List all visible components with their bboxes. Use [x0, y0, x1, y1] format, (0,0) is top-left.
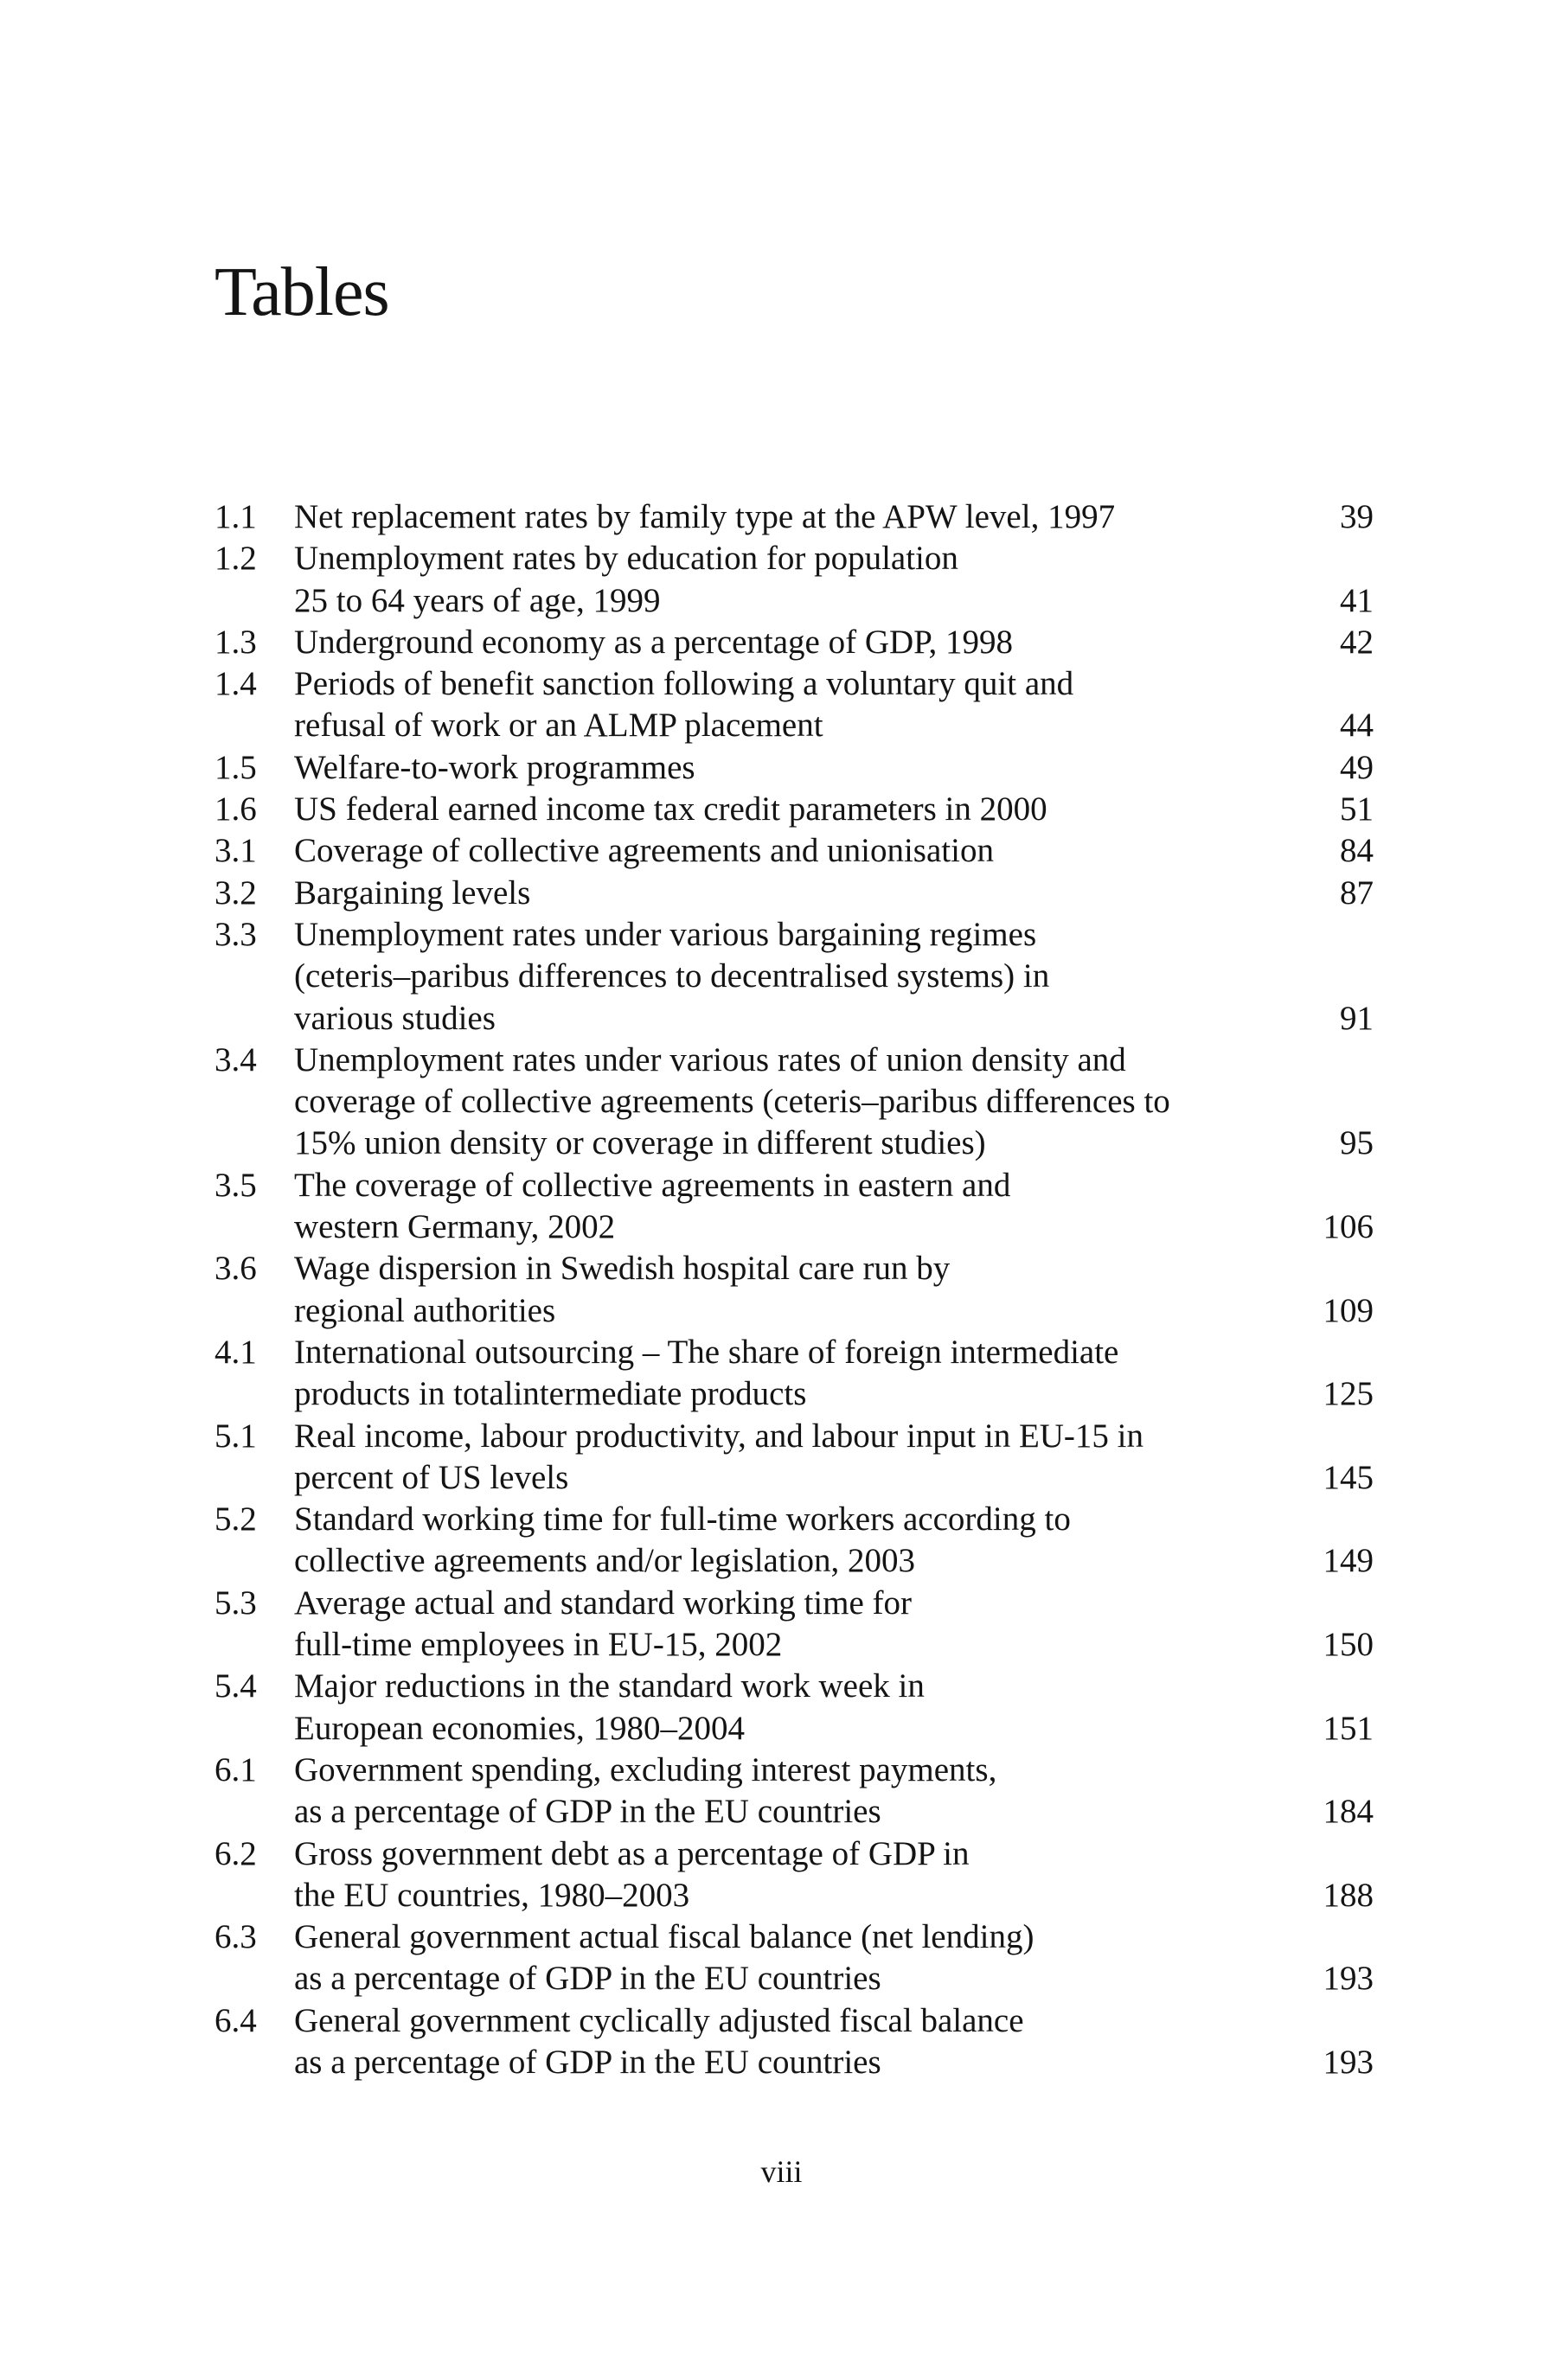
- table-caption-line: as a percentage of GDP in the EU countries: [294, 2043, 881, 2081]
- table-number: 3.6: [215, 1250, 257, 1288]
- table-caption-line: 15% union density or coverage in different studies): [294, 1124, 986, 1162]
- table-number: 6.4: [215, 2001, 257, 2039]
- page-title: Tables: [215, 254, 389, 330]
- table-entry[interactable]: [215, 1248, 1374, 1332]
- table-entry[interactable]: [215, 873, 1374, 914]
- table-caption-line: Unemployment rates under various bargaining regimes: [294, 915, 1037, 953]
- table-caption-line: 25 to 64 years of age, 1999: [294, 581, 661, 619]
- table-caption-line: General government actual fiscal balance (net lending): [294, 1918, 1035, 1956]
- page-number: 188: [1323, 1876, 1374, 1914]
- table-number: 1.1: [215, 498, 257, 535]
- page-number: 151: [1323, 1709, 1374, 1747]
- table-number: 5.3: [215, 1583, 257, 1622]
- table-number: 5.1: [215, 1417, 257, 1455]
- table-caption-line: Wage dispersion in Swedish hospital care run by: [294, 1250, 951, 1288]
- table-number: 1.6: [215, 790, 257, 829]
- table-number: 3.2: [215, 873, 257, 912]
- table-entry[interactable]: [215, 538, 1374, 622]
- table-caption-line: various studies: [294, 999, 496, 1037]
- table-caption-line: collective agreements and/or legislation, 2003: [294, 1542, 916, 1580]
- page-number: 184: [1323, 1793, 1374, 1831]
- table-entry[interactable]: [215, 914, 1374, 1040]
- table-entry[interactable]: [215, 1666, 1374, 1750]
- table-caption-line: refusal of work or an ALMP placement: [294, 707, 823, 745]
- page-number: 91: [1340, 999, 1374, 1037]
- page-number: 39: [1340, 498, 1374, 535]
- table-entry[interactable]: [215, 747, 1374, 789]
- table-caption-line: Periods of benefit sanction following a voluntary quit and: [294, 665, 1074, 703]
- page-number: 150: [1323, 1626, 1374, 1664]
- table-caption-line: Government spending, excluding interest payments,: [294, 1750, 997, 1788]
- page-number: 193: [1323, 2043, 1374, 2081]
- page-number: 106: [1323, 1208, 1374, 1246]
- table-number: 6.1: [215, 1750, 257, 1788]
- table-caption-line: the EU countries, 1980–2003: [294, 1876, 690, 1914]
- table-caption-line: (ceteris–paribus differences to decentralised systems) in: [294, 957, 1050, 995]
- page-number: 49: [1340, 748, 1374, 786]
- table-caption-line: International outsourcing – The share of foreign intermediate: [294, 1333, 1119, 1371]
- table-caption-line: Unemployment rates by education for population: [294, 540, 958, 578]
- table-caption-line: Net replacement rates by family type at the APW level, 1997: [294, 498, 1116, 535]
- table-caption-line: Coverage of collective agreements and unionisation: [294, 832, 994, 870]
- table-entry[interactable]: [215, 1165, 1374, 1249]
- table-entry[interactable]: [215, 1916, 1374, 2000]
- table-number: 1.5: [215, 748, 257, 786]
- table-caption-line: European economies, 1980–2004: [294, 1709, 745, 1747]
- table-number: 3.4: [215, 1040, 257, 1078]
- page-number: 44: [1340, 707, 1374, 745]
- page-number: 87: [1340, 873, 1374, 912]
- page-number: 149: [1323, 1542, 1374, 1580]
- page-number: 51: [1340, 790, 1374, 829]
- table-caption-line: coverage of collective agreements (ceteris–paribus differences to: [294, 1083, 1170, 1121]
- page-number: 95: [1340, 1124, 1374, 1162]
- page-number: 193: [1323, 1960, 1374, 1998]
- table-caption-line: Unemployment rates under various rates of union density and: [294, 1040, 1126, 1078]
- page-number: 41: [1340, 581, 1374, 619]
- page-number: 125: [1323, 1375, 1374, 1413]
- table-entry[interactable]: [215, 496, 1374, 538]
- table-list: [215, 496, 1374, 2083]
- table-number: 1.3: [215, 623, 257, 661]
- table-number: 5.4: [215, 1667, 257, 1705]
- table-entry[interactable]: [215, 1583, 1374, 1667]
- table-number: 1.2: [215, 540, 257, 578]
- table-entry[interactable]: [215, 1332, 1374, 1416]
- table-number: 6.3: [215, 1918, 257, 1956]
- table-entry[interactable]: [215, 1416, 1374, 1500]
- table-entry[interactable]: [215, 663, 1374, 747]
- table-caption-line: Bargaining levels: [294, 873, 531, 912]
- table-caption-line: as a percentage of GDP in the EU countries: [294, 1793, 881, 1831]
- page-folio: viii: [760, 2154, 803, 2189]
- page-number: 84: [1340, 832, 1374, 870]
- table-entry[interactable]: [215, 830, 1374, 872]
- table-caption-line: western Germany, 2002: [294, 1208, 616, 1246]
- table-caption-line: products in totalintermediate products: [294, 1375, 807, 1413]
- page-number: 42: [1340, 623, 1374, 661]
- table-caption-line: as a percentage of GDP in the EU countries: [294, 1960, 881, 1998]
- table-caption-line: Welfare-to-work programmes: [294, 748, 695, 786]
- table-caption-line: Underground economy as a percentage of GDP, 1998: [294, 623, 1014, 661]
- table-caption-line: Gross government debt as a percentage of GDP in: [294, 1834, 970, 1872]
- table-caption-line: full-time employees in EU-15, 2002: [294, 1626, 783, 1664]
- table-number: 3.5: [215, 1166, 257, 1204]
- table-number: 1.4: [215, 665, 257, 703]
- table-number: 3.1: [215, 832, 257, 870]
- table-entry[interactable]: [215, 2000, 1374, 2084]
- table-caption-line: Real income, labour productivity, and labour input in EU-15 in: [294, 1417, 1144, 1455]
- table-number: 6.2: [215, 1834, 257, 1872]
- table-entry[interactable]: [215, 1833, 1374, 1917]
- table-caption-line: Major reductions in the standard work week in: [294, 1667, 925, 1705]
- table-entry[interactable]: [215, 622, 1374, 663]
- table-entry[interactable]: [215, 1040, 1374, 1165]
- table-number: 3.3: [215, 915, 257, 953]
- table-number: 4.1: [215, 1333, 257, 1371]
- page-number: 145: [1323, 1458, 1374, 1496]
- table-entry[interactable]: [215, 1499, 1374, 1583]
- page-number: 109: [1323, 1291, 1374, 1329]
- table-caption-line: Standard working time for full-time workers according to: [294, 1500, 1071, 1539]
- table-caption-line: regional authorities: [294, 1291, 556, 1329]
- table-entry[interactable]: [215, 1750, 1374, 1833]
- table-number: 5.2: [215, 1500, 257, 1539]
- table-caption-line: Average actual and standard working time for: [294, 1583, 912, 1622]
- table-entry[interactable]: [215, 789, 1374, 830]
- table-caption-line: General government cyclically adjusted fiscal balance: [294, 2001, 1024, 2039]
- table-caption-line: percent of US levels: [294, 1458, 569, 1496]
- table-caption-line: The coverage of collective agreements in eastern and: [294, 1166, 1011, 1204]
- table-caption-line: US federal earned income tax credit parameters in 2000: [294, 790, 1047, 829]
